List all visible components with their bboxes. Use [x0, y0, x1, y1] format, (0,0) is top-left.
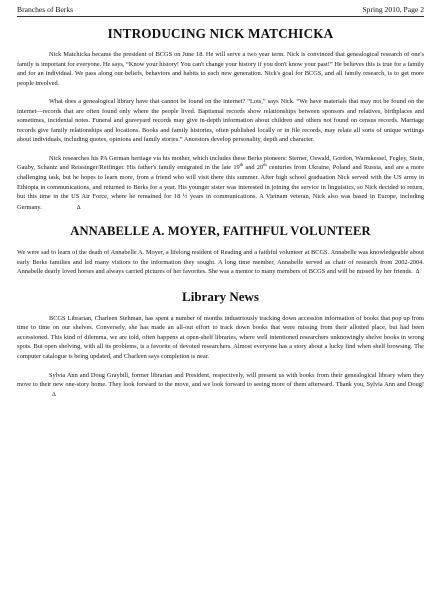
- article-title-annabelle-moyer: ANNABELLE A. MOYER, FAITHFUL VOLUNTEER: [70, 224, 371, 239]
- article-paragraph: BCGS Librarian, Charleen Stehman, has spent a number of months industriously tracking down accession information of books that pop up from time to time on our shelves. Conversely, she has made an all-out effort to track down books that were missing from their allotted place, but had been accessioned. This kind of dilemma, we are told, often happens at open-shelf libraries, where well intentioned researchers unknowingly shelve books in wrong spots. But open shelving, with all its problems, is a favorite of devoted researchers. Almost everyone has a story about a lucky find when shelf browsing. The computer catalogue is being updated, and Charleen says completion is near.: [17, 314, 424, 361]
- article-paragraph: Nick Matchicka became the president of BCGS on June 18. He will serve a two year term. Nick is convinced that genealogical research of one's family is important for everyone. He says, “Know your history! You can't change your history if you don't know your past!” He believes this is true for a family and for an individual. We pass along our beliefs, behaviors and habits to each new generation. Nick's goal for BCGS, and all family research, is to get more people involved.: [17, 51, 424, 87]
- article-title-library-news: Library News: [182, 288, 259, 304]
- article-paragraph: What does a genealogical library have that cannot be found on the internet? “Lots,” says Nick. “We have materials that may not be found on the internet—records that are often found only where the people lived. Baptismal records show relationships between sponsors and relatives, birthplaces and sometimes, incidental notes. Funeral and graveyard records may give in-depth information about children and others not found on census records. Marriage records give family relationships and locations. Books and family histories, often published locally or in file records, may relate all sorts of unique writings about individuals, including quotes, opinions and family stories.” Ancestors develop personality, depth and character.: [17, 98, 424, 144]
- article-paragraph: [17, 371, 424, 401]
- paragraph-text: Sylvia Ann and Doug Graybill, former librarian and President, respectively, will present us with books from their genealogical library when they move to their new one-story home. They look forward to the move, and we look forward to seeing more of them afterward. Thank you, Sylvia Ann and Doug!: [17, 371, 424, 389]
- article-paragraph: [17, 248, 424, 278]
- paragraph-text: and 20: [243, 164, 264, 172]
- end-of-article-mark: Δ: [76, 204, 81, 211]
- end-of-article-mark: Δ: [52, 391, 56, 398]
- paragraph-text: We were sad to learn of the death of Annabelle A. Moyer, a lifelong resident of Reading and a faithful volunteer at BCGS. Annabelle was knowledgeable about early Berks families and led many visitors to the information they sought. A long time member, Annabelle served as chair of research from 2002-2004. Annabelle dearly loved horses and always carried pictures of her favorites. She was a mentor to many members of BCGS and will be missed by her friends.: [17, 249, 424, 276]
- paragraph-text: centuries from Ukraine, Poland and Russia, and are a more challenging task, but he hopes to learn more, from a friend who will visit there this summer. After high school graduation Nick served with the US army in Ethiopia in communications, and returned to Berks for a year. His younger sister was interested in joining the service in linguistics, so Nick decided to return, but this time in the US Air Force, where he remained for 18: [17, 164, 424, 201]
- article-paragraph: [17, 154, 424, 213]
- end-of-article-mark: Δ: [415, 269, 420, 276]
- superscript: th: [263, 162, 267, 168]
- superscript: th: [239, 162, 244, 168]
- paragraph-text: Nick researches his PA German heritage via his mother, which includes these Berks pioneers: Sterner, Oswald, Gordon, Warmkessel, Fegley, Stein, Gauby, Schantz and Reissinger/Reifinger. His father's family emigrated in the late 19: [17, 154, 424, 172]
- issue-page-label: Spring 2010, Page 2: [362, 5, 424, 14]
- running-header: [17, 5, 424, 17]
- newsletter-name: Branches of Berks: [17, 5, 74, 14]
- article-title-introducing-nick: INTRODUCING NICK MATCHICKA: [107, 26, 334, 41]
- paragraph-text: years in communications. A Vietnam veteran, Nick also was based in Europe, including Germany.: [17, 193, 424, 211]
- fraction: ½: [182, 194, 188, 201]
